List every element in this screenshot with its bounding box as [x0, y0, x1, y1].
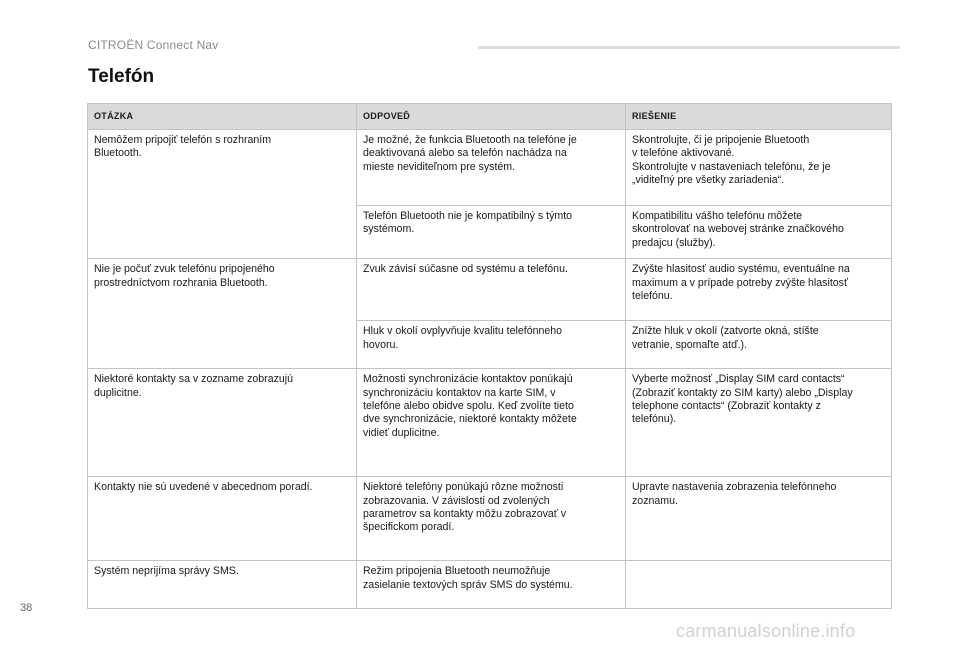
answer-cell: [357, 206, 626, 259]
cell-text-line: Zvuk závisí súčasne od systému a telefónu.: [363, 263, 568, 276]
document-brand: CITROËN Connect Nav: [88, 38, 219, 52]
table-header-row: [88, 104, 892, 130]
cell-text-line: Znížte hluk v okolí (zatvorte okná, stíšte: [632, 325, 819, 338]
answer-cell: [357, 561, 626, 609]
cell-text-line: hovoru.: [363, 338, 399, 351]
cell-text-line: telefónu).: [632, 413, 677, 426]
cell-text-line: predajcu (služby).: [632, 236, 716, 249]
cell-text-line: vidieť duplicitne.: [363, 426, 440, 439]
answer-cell: [357, 130, 626, 206]
cell-text-line: Niektoré telefóny ponúkajú rôzne možnosti: [363, 481, 564, 494]
cell-text-line: mieste neviditeľnom pre systém.: [363, 160, 516, 173]
cell-text-line: Nemôžem pripojiť telefón s rozhraním: [94, 134, 272, 146]
question-cell: [88, 561, 357, 609]
cell-text-line: dve synchronizácie, niektoré kontakty môžete: [363, 413, 577, 426]
answer-cell: [357, 369, 626, 477]
troubleshooting-table: [87, 103, 892, 609]
answer-cell: [357, 477, 626, 561]
watermark: carmanualsonline.info: [676, 621, 856, 641]
table-body: [88, 130, 892, 609]
cell-text-line: duplicitne.: [94, 386, 142, 399]
cell-text-line: Nie je počuť zvuk telefónu pripojeného: [94, 263, 275, 276]
cell-text-line: zoznamu.: [632, 494, 678, 507]
cell-text-line: Možnosti synchronizácie kontaktov ponúkajú: [363, 373, 573, 386]
question-cell: [88, 130, 357, 259]
header-divider: [478, 46, 900, 49]
cell-text-line: prostredníctvom rozhrania Bluetooth.: [94, 276, 268, 289]
cell-text-line: zasielanie textových správ SMS do systému.: [363, 578, 573, 591]
question-cell: [88, 477, 357, 561]
cell-text-line: Hluk v okolí ovplyvňuje kvalitu telefónneho: [363, 325, 563, 338]
table-row: [88, 477, 892, 561]
cell-text-line: Zvýšte hlasitosť audio systému, eventuálne na: [632, 263, 850, 276]
cell-text-line: Systém neprijíma správy SMS.: [94, 565, 239, 578]
solution-cell: [626, 561, 892, 609]
column-header-question: OTÁZKA: [88, 104, 357, 130]
solution-cell: [626, 321, 892, 369]
cell-text-line: zobrazovania. V závislosti od zvolených: [363, 494, 550, 507]
cell-text-line: Skontrolujte v nastaveniach telefónu, že je: [632, 160, 831, 173]
cell-text-line: (Zobraziť kontakty zo SIM karty) alebo „Display: [632, 386, 853, 399]
table-row: [88, 130, 892, 206]
cell-text-line: synchronizáciu kontaktov na karte SIM, v: [363, 386, 556, 399]
cell-text-line: telefóne alebo obidve spolu. Keď zvolíte tieto: [363, 400, 574, 413]
cell-text-line: Skontrolujte, či je pripojenie Bluetooth: [632, 134, 810, 146]
cell-text-line: telephone contacts“ (Zobraziť kontakty z: [632, 400, 821, 413]
page-number: 38: [20, 602, 33, 614]
question-cell: [88, 369, 357, 477]
cell-text-line: parametrov sa kontakty môžu zobrazovať v: [363, 508, 566, 521]
cell-text-line: Vyberte možnosť „Display SIM card contacts“: [632, 373, 845, 386]
cell-text-line: Je možné, že funkcia Bluetooth na telefóne je: [363, 134, 577, 146]
cell-text-line: Režim pripojenia Bluetooth neumožňuje: [363, 565, 551, 578]
solution-cell: [626, 477, 892, 561]
cell-text-line: špecifickom poradí.: [363, 521, 455, 534]
column-header-solution: RIEŠENIE: [626, 104, 892, 130]
solution-cell: [626, 206, 892, 259]
solution-cell: [626, 130, 892, 206]
column-header-answer: ODPOVEĎ: [357, 104, 626, 130]
solution-cell: [626, 259, 892, 321]
answer-cell: [357, 321, 626, 369]
cell-text-line: maximum a v prípade potreby zvýšte hlasitosť: [632, 276, 848, 289]
solution-cell: [626, 369, 892, 477]
table-row: [88, 259, 892, 321]
cell-text-line: skontrolovať na webovej stránke značkového: [632, 223, 844, 236]
cell-text-line: Bluetooth.: [94, 147, 142, 160]
cell-text-line: Niektoré kontakty sa v zozname zobrazujú: [94, 373, 294, 386]
cell-text-line: telefónu.: [632, 290, 673, 303]
answer-cell: [357, 259, 626, 321]
cell-text-line: „viditeľný pre všetky zariadenia“.: [632, 174, 785, 187]
cell-text-line: Telefón Bluetooth nie je kompatibilný s týmto: [363, 210, 573, 222]
table-row: [88, 369, 892, 477]
cell-text-line: Kompatibilitu vášho telefónu môžete: [632, 210, 803, 222]
cell-text-line: Upravte nastavenia zobrazenia telefónneho: [632, 481, 837, 494]
cell-text-line: Kontakty nie sú uvedené v abecednom poradí.: [94, 481, 313, 494]
question-cell: [88, 259, 357, 369]
cell-text-line: vetranie, spomaľte atď.).: [632, 338, 748, 351]
page-title: Telefón: [88, 66, 155, 87]
cell-text-line: deaktivovaná alebo sa telefón nachádza na: [363, 147, 567, 160]
cell-text-line: v telefóne aktivované.: [632, 147, 735, 160]
table-row: [88, 561, 892, 609]
cell-text-line: systémom.: [363, 223, 415, 236]
